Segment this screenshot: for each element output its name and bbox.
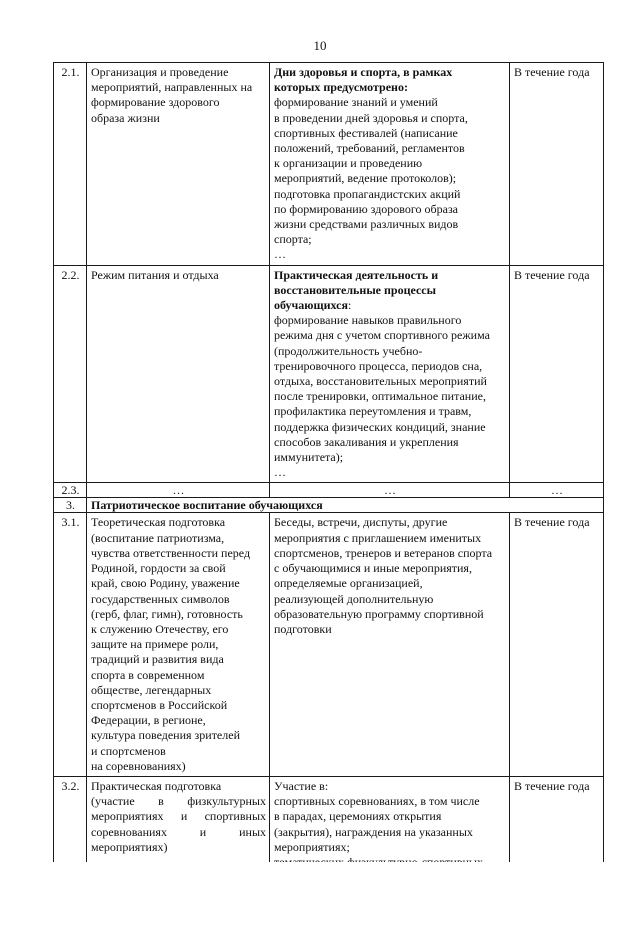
text-line: к служению Отечеству, его [91, 621, 229, 636]
text-line: подготовка пропагандистских акций [274, 186, 461, 201]
ellipsis-cell: … [270, 483, 510, 498]
text-line: Теоретическая подготовка [91, 515, 226, 530]
section-title: Патриотическое воспитание обучающихся [87, 498, 604, 513]
text-line: Беседы, встречи, диспуты, другие [274, 515, 448, 530]
text-line: способов закаливания и укрепления [274, 434, 459, 449]
text-line: традиций и развития вида [91, 652, 224, 667]
text-line: спорта; [274, 232, 312, 247]
text-line: к организации и проведению [274, 156, 423, 171]
table-row [54, 265, 604, 483]
text-line: иммунитета); [274, 450, 344, 465]
text-line: культура поведения зрителей [91, 728, 240, 743]
text-line: жизни средствами различных видов [274, 217, 459, 232]
text-line: соревнованиях и иных [91, 824, 266, 839]
heading-colon: : [348, 298, 352, 313]
activity-content [270, 776, 510, 872]
activity-term: В течение года [510, 265, 604, 483]
text-line: спортсменов в Российской [91, 697, 228, 712]
page-number: 10 [313, 38, 327, 53]
row-number: 3. [54, 498, 87, 513]
text-line: режима дня с учетом спортивного режима [274, 328, 490, 343]
text-line: Родиной, гордости за свой [91, 561, 226, 576]
ellipsis-cell: … [510, 483, 604, 498]
text-line: в парадах, церемониях открытия [274, 809, 442, 824]
table-row [54, 776, 604, 872]
text-line: Организация и проведение [91, 65, 229, 79]
activity-content [270, 513, 510, 776]
content-heading: восстановительные процессы [274, 282, 437, 297]
text-line: … [274, 247, 286, 262]
ellipsis-cell: … [87, 483, 270, 498]
text-line: профилактика переутомления и травм, [274, 404, 472, 419]
text-line: образовательную программу спортивной [274, 606, 484, 621]
text-line: формирование знаний и умений [274, 95, 438, 110]
text-line: в проведении дней здоровья и спорта, [274, 110, 468, 125]
row-number: 3.2. [54, 776, 87, 872]
table-row [54, 483, 604, 498]
text-line: мероприятия с приглашением именитых [274, 530, 482, 545]
text-line: на соревнованиях) [91, 758, 186, 773]
text-line: спорта в современном [91, 667, 205, 682]
text-line: Практическая подготовка [91, 778, 222, 793]
section-row [54, 498, 604, 513]
activity-name [87, 265, 270, 483]
text-line: мероприятиях; [274, 839, 350, 854]
content-heading: Практическая деятельность и [274, 267, 439, 282]
text-line: Участие в: [274, 778, 329, 793]
text-line: спортивных фестивалей (написание [274, 125, 458, 140]
text-line: (участие в физкультурных [91, 794, 266, 809]
text-line: государственных символов [91, 591, 230, 606]
text-line: Федерации, в регионе, [91, 713, 206, 728]
text-line: обществе, легендарных [91, 682, 212, 697]
text-line: Режим питания и отдыха [91, 267, 219, 282]
text-line: определяемые организацией, [274, 576, 423, 591]
text-line: мероприятий, ведение протоколов); [274, 171, 457, 186]
text-line: … [274, 465, 286, 480]
text-line: (закрытия), награждения на указанных [274, 824, 473, 839]
text-line: (продолжительность учебно- [274, 343, 423, 358]
text-line: подготовки [274, 621, 332, 636]
row-number: 3.1. [54, 513, 87, 776]
content-heading: которых предусмотрено: [274, 80, 408, 95]
activity-plan-table [53, 62, 604, 873]
table-row [54, 513, 604, 776]
text-line: (воспитание патриотизма, [91, 530, 225, 545]
text-line: спортсменов, тренеров и ветеранов спорта [274, 545, 493, 560]
activity-name [87, 63, 270, 266]
activity-name [87, 513, 270, 776]
text-line: защите на примере роли, [91, 637, 219, 652]
text-line: край, свою Родину, уважение [91, 576, 240, 591]
text-line: спортивных соревнованиях, в том числе [274, 794, 480, 809]
activity-term: В течение года [510, 513, 604, 776]
text-line: и спортсменов [91, 743, 166, 758]
text-line: поддержка физических кондиций, знание [274, 419, 486, 434]
activity-term: В течение года [510, 776, 604, 872]
content-heading: обучающихся [274, 298, 348, 313]
text-line: тренировочного процесса, периодов сна, [274, 358, 483, 373]
text-line: мероприятий, направленных на [91, 80, 253, 95]
activity-content [270, 265, 510, 483]
text-line: (герб, флаг, гимн), готовность [91, 606, 243, 621]
activity-term: В течение года [510, 63, 604, 266]
text-line: после тренировки, оптимальное питание, [274, 389, 486, 404]
text-line: чувства ответственности перед [91, 545, 251, 560]
activity-name [87, 776, 270, 872]
text-line: по формированию здорового образа [274, 201, 459, 216]
row-number: 2.3. [54, 483, 87, 498]
activity-content [270, 63, 510, 266]
text-line: формирование навыков правильного [274, 313, 462, 328]
page-bottom-margin [0, 862, 640, 926]
text-line: отдыха, восстановительных мероприятий [274, 374, 487, 389]
table-row [54, 63, 604, 266]
row-number: 2.2. [54, 265, 87, 483]
text-line: с обучающимися и иные мероприятия, [274, 561, 472, 576]
text-line: мероприятиях) [91, 839, 168, 854]
text-line: мероприятиях и спортивных [91, 809, 266, 824]
content-heading: Дни здоровья и спорта, в рамках [274, 65, 453, 79]
text-line: положений, требований, регламентов [274, 141, 465, 156]
row-number: 2.1. [54, 63, 87, 266]
text-line: реализующей дополнительную [274, 591, 434, 606]
text-line: образа жизни [91, 110, 160, 125]
text-line: формирование здорового [91, 95, 220, 110]
